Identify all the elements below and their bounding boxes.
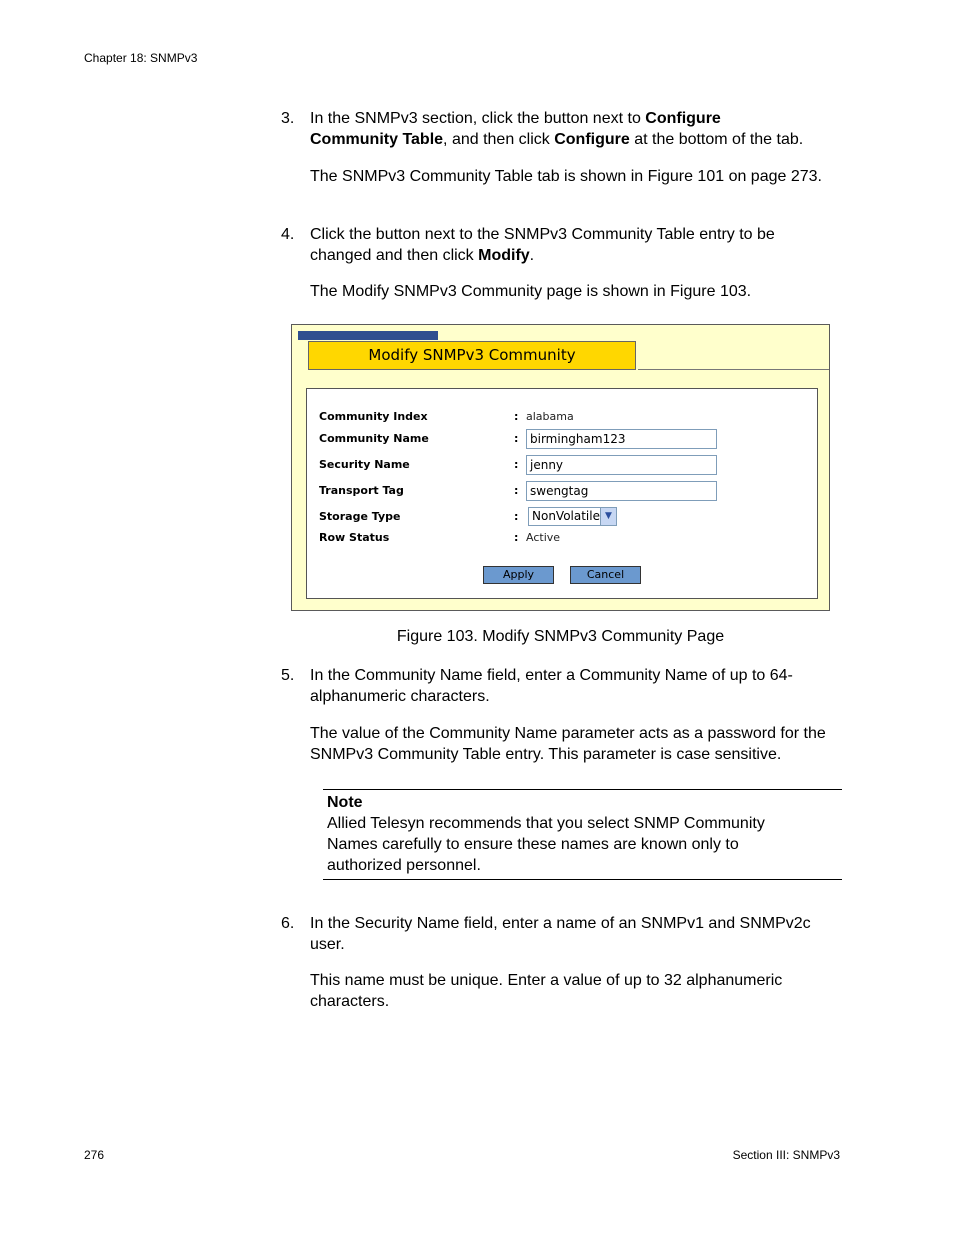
ui-term: Community Table bbox=[310, 131, 444, 148]
tab-divider bbox=[638, 369, 829, 370]
community-name-label: Community Name bbox=[319, 432, 429, 445]
row-status-label: Row Status bbox=[319, 531, 390, 544]
ui-term: Modify bbox=[478, 247, 530, 264]
community-index-value: alabama bbox=[526, 410, 574, 423]
step-text: , and then click bbox=[443, 131, 555, 148]
modify-community-screenshot bbox=[291, 324, 830, 611]
step-5-subtext: The value of the Community Name parameter acts as a password for the SNMPv3 Community Table entry. This parameter is case sensitive. bbox=[310, 725, 826, 763]
step-5-text: In the Community Name field, enter a Community Name of up to 64-alphanumeric characters. bbox=[310, 667, 793, 705]
apply-button[interactable]: Apply bbox=[483, 566, 554, 584]
security-name-input[interactable]: jenny bbox=[526, 455, 717, 475]
form-panel bbox=[306, 388, 818, 599]
colon: : bbox=[514, 432, 519, 445]
cancel-button[interactable]: Cancel bbox=[570, 566, 641, 584]
step-text: In the SNMPv3 section, click the button next to bbox=[310, 110, 646, 127]
step-6-subtext: This name must be unique. Enter a value of up to 32 alphanumeric characters. bbox=[310, 972, 783, 1010]
storage-type-select[interactable] bbox=[528, 507, 617, 526]
step-number: 6. bbox=[281, 915, 295, 932]
tab-strip bbox=[298, 331, 438, 340]
colon: : bbox=[514, 458, 519, 471]
step-3-text bbox=[310, 108, 850, 150]
step-3-subtext: The SNMPv3 Community Table tab is shown in Figure 101 on page 273. bbox=[310, 168, 822, 185]
note-body: Allied Telesyn recommends that you select SNMP Community Names carefully to ensure these names are known only to authorized personnel. bbox=[327, 815, 765, 874]
step-4-subtext: The Modify SNMPv3 Community page is shown in Figure 103. bbox=[310, 283, 752, 300]
section-footer: Section III: SNMPv3 bbox=[732, 1148, 840, 1162]
page-number: 276 bbox=[84, 1148, 105, 1162]
storage-type-label: Storage Type bbox=[319, 510, 401, 523]
step-4-text bbox=[310, 224, 830, 266]
ui-term: Configure bbox=[554, 131, 630, 148]
security-name-label: Security Name bbox=[319, 458, 410, 471]
colon: : bbox=[514, 531, 519, 544]
colon: : bbox=[514, 510, 519, 523]
note-box bbox=[323, 789, 842, 880]
page-title-tab: Modify SNMPv3 Community bbox=[308, 341, 636, 370]
step-number: 5. bbox=[281, 667, 295, 684]
figure-caption: Figure 103. Modify SNMPv3 Community Page bbox=[396, 628, 725, 645]
step-number: 3. bbox=[281, 110, 295, 127]
note-title: Note bbox=[327, 794, 363, 811]
row-status-value: Active bbox=[526, 531, 561, 544]
step-6-text: In the Security Name field, enter a name of an SNMPv1 and SNMPv2c user. bbox=[310, 915, 811, 953]
transport-tag-input[interactable]: swengtag bbox=[526, 481, 717, 501]
step-number: 4. bbox=[281, 226, 295, 243]
community-name-input[interactable]: birmingham123 bbox=[526, 429, 717, 449]
ui-term: Configure bbox=[645, 110, 721, 127]
step-text: . bbox=[529, 247, 535, 264]
step-text: at the bottom of the tab. bbox=[629, 131, 804, 148]
step-text: Click the button next to the SNMPv3 Community Table entry to be changed and then click bbox=[310, 226, 775, 264]
storage-type-selected-value: NonVolatile bbox=[532, 509, 600, 523]
colon: : bbox=[514, 410, 519, 423]
chevron-down-icon[interactable]: ▼ bbox=[600, 508, 616, 525]
transport-tag-label: Transport Tag bbox=[319, 484, 404, 497]
community-index-label: Community Index bbox=[319, 410, 428, 423]
colon: : bbox=[514, 484, 519, 497]
running-header: Chapter 18: SNMPv3 bbox=[84, 51, 198, 65]
